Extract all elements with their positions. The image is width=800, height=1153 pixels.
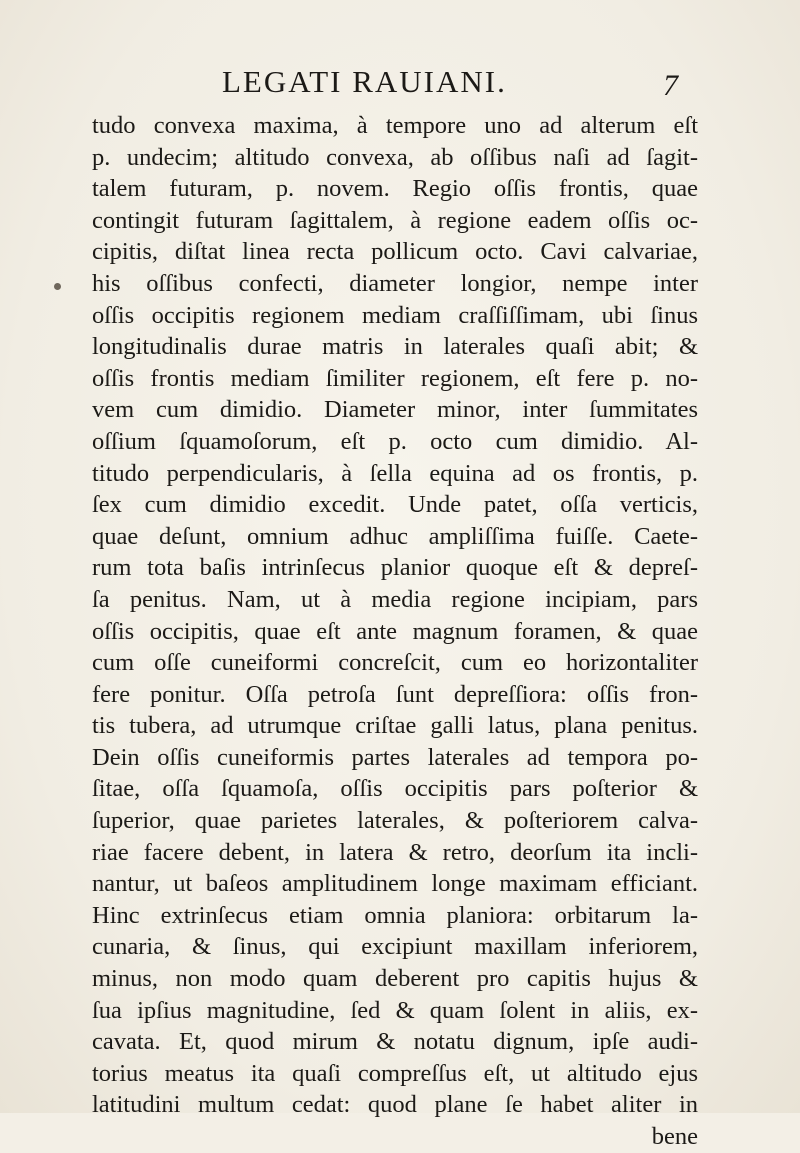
body-text (92, 110, 698, 1153)
text-line: oſſis occipitis regionem mediam craſſiſſimam, ubi ſinus (92, 301, 698, 329)
text-line: oſſis frontis mediam ſimiliter regionem, eſt fere p. no- (92, 364, 698, 392)
text-line: his oſſibus confecti, diameter longior, nempe inter (92, 269, 698, 297)
margin-dot-mark (54, 283, 61, 290)
text-line: latitudini multum cedat: quod plane ſe habet aliter in (92, 1091, 698, 1119)
text-line: cum oſſe cuneiformi concreſcit, cum eo horizontaliter (92, 649, 698, 677)
text-line: quae deſunt, omnium adhuc ampliſſima fuiſſe. Caete- (92, 522, 698, 550)
page-number: 7 (663, 69, 678, 102)
text-line: tis tubera, ad utrumque criſtae galli latus, plana penitus. (92, 712, 698, 740)
text-line: ſuperior, quae parietes laterales, & poſteriorem calva- (92, 807, 698, 835)
text-line: nantur, ut baſeos amplitudinem longe maximam efficiant. (92, 870, 698, 898)
text-line: talem futuram, p. novem. Regio oſſis frontis, quae (92, 175, 698, 203)
text-line: ſua ipſius magnitudine, ſed & quam ſolent in aliis, ex- (92, 996, 698, 1024)
text-line: rum tota baſis intrinſecus planior quoque eſt & depreſ- (92, 554, 698, 582)
text-line: cavata. Et, quod mirum & notatu dignum, ipſe audi- (92, 1028, 698, 1056)
text-line: minus, non modo quam deberent pro capitis hujus & (92, 965, 698, 993)
text-line: titudo perpendicularis, à ſella equina ad os frontis, p. (92, 459, 698, 487)
text-line: oſſis occipitis, quae eſt ante magnum foramen, & quae (92, 617, 698, 645)
text-line: cipitis, diſtat linea recta pollicum octo. Cavi calvariae, (92, 238, 698, 266)
text-line: vem cum dimidio. Diameter minor, inter ſummitates (92, 396, 698, 424)
text-line: ſa penitus. Nam, ut à media regione incipiam, pars (92, 585, 698, 613)
text-line: Dein oſſis cuneiformis partes laterales ad tempora po- (92, 743, 698, 771)
text-line: longitudinalis durae matris in laterales quaſi abit; & (92, 333, 698, 361)
text-line: ſex cum dimidio excedit. Unde patet, oſſa verticis, (92, 491, 698, 519)
text-line: tudo convexa maxima, à tempore uno ad alterum eſt (92, 112, 698, 139)
text-line: fere ponitur. Oſſa petroſa ſunt depreſſiora: oſſis fron- (92, 680, 698, 708)
text-line: torius meatus ita quaſi compreſſus eſt, ut altitudo ejus (92, 1059, 698, 1087)
running-title: LEGATI RAUIANI. (222, 64, 507, 99)
text-line: Hinc extrinſecus etiam omnia planiora: orbitarum la- (92, 901, 698, 929)
text-line: ſitae, oſſa ſquamoſa, oſſis occipitis pars poſterior & (92, 775, 698, 803)
running-head (0, 62, 800, 102)
text-line: oſſium ſquamoſorum, eſt p. octo cum dimidio. Al- (92, 427, 698, 455)
text-line: cunaria, & ſinus, qui excipiunt maxillam inferiorem, (92, 933, 698, 961)
text-line: riae facere debent, in latera & retro, deorſum ita incli- (92, 838, 698, 866)
text-line: p. undecim; altitudo convexa, ab oſſibus naſi ad ſagit- (92, 143, 698, 171)
text-line: contingit futuram ſagittalem, à regione eadem oſſis oc- (92, 206, 698, 234)
catchword: bene (651, 1123, 698, 1150)
